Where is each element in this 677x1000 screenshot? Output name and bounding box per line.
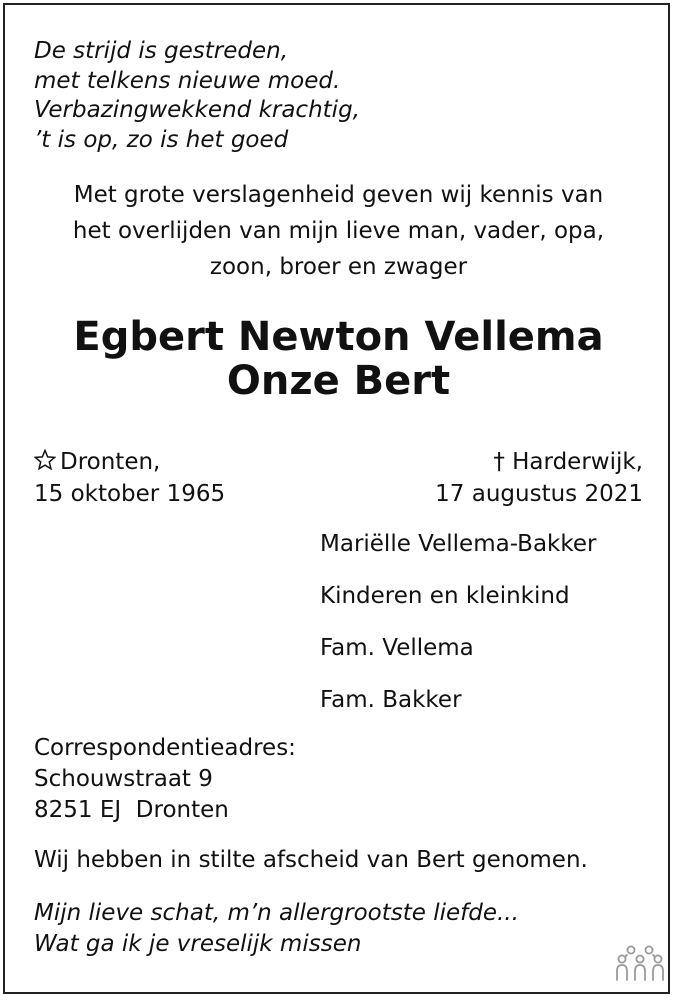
deceased-name-block <box>20 315 657 403</box>
poem-line: Verbazingwekkend krachtig, <box>34 97 360 123</box>
birth-info <box>34 446 225 510</box>
closing-line: Wat ga ik je vreselijk missen <box>34 931 362 957</box>
farewell-text: Wij hebben in stilte afscheid van Bert genomen. <box>34 847 588 873</box>
relative-name: Kinderen en kleinkind <box>320 583 570 609</box>
deceased-full-name: Egbert Newton Vellema <box>73 314 604 360</box>
deceased-nickname: Onze Bert <box>226 358 451 404</box>
star-icon <box>34 449 56 471</box>
intro-line: Met grote verslagenheid geven wij kennis van <box>73 182 604 208</box>
intro-text <box>20 177 657 285</box>
death-date: 17 augustus 2021 <box>435 481 643 507</box>
intro-line: het overlijden van mijn lieve man, vader, opa, <box>72 218 605 244</box>
address-street: Schouwstraat 9 <box>34 766 213 792</box>
relative-name: Mariëlle Vellema-Bakker <box>320 531 597 557</box>
poem-line: De strijd is gestreden, <box>34 38 288 64</box>
poem-line: met telkens nieuwe moed. <box>34 67 341 94</box>
poem <box>34 37 360 155</box>
poem-line: ’t is op, zo is het goed <box>34 126 289 153</box>
address-label: Correspondentieadres: <box>34 735 296 761</box>
relative-name: Fam. Bakker <box>320 687 462 713</box>
closing-text <box>34 898 519 960</box>
people-group-icon <box>616 944 664 982</box>
relatives-list <box>320 528 596 736</box>
correspondence-address <box>34 733 296 826</box>
intro-line: zoon, broer en zwager <box>209 254 468 280</box>
address-city: 8251 EJ Dronten <box>34 797 229 823</box>
death-info <box>435 446 643 510</box>
closing-line: Mijn lieve schat, m’n allergrootste liefde... <box>34 900 519 926</box>
birth-place: Dronten, <box>60 449 161 475</box>
death-place: † Harderwijk, <box>493 449 643 475</box>
relative-name: Fam. Vellema <box>320 635 474 661</box>
birth-date: 15 oktober 1965 <box>34 481 226 507</box>
